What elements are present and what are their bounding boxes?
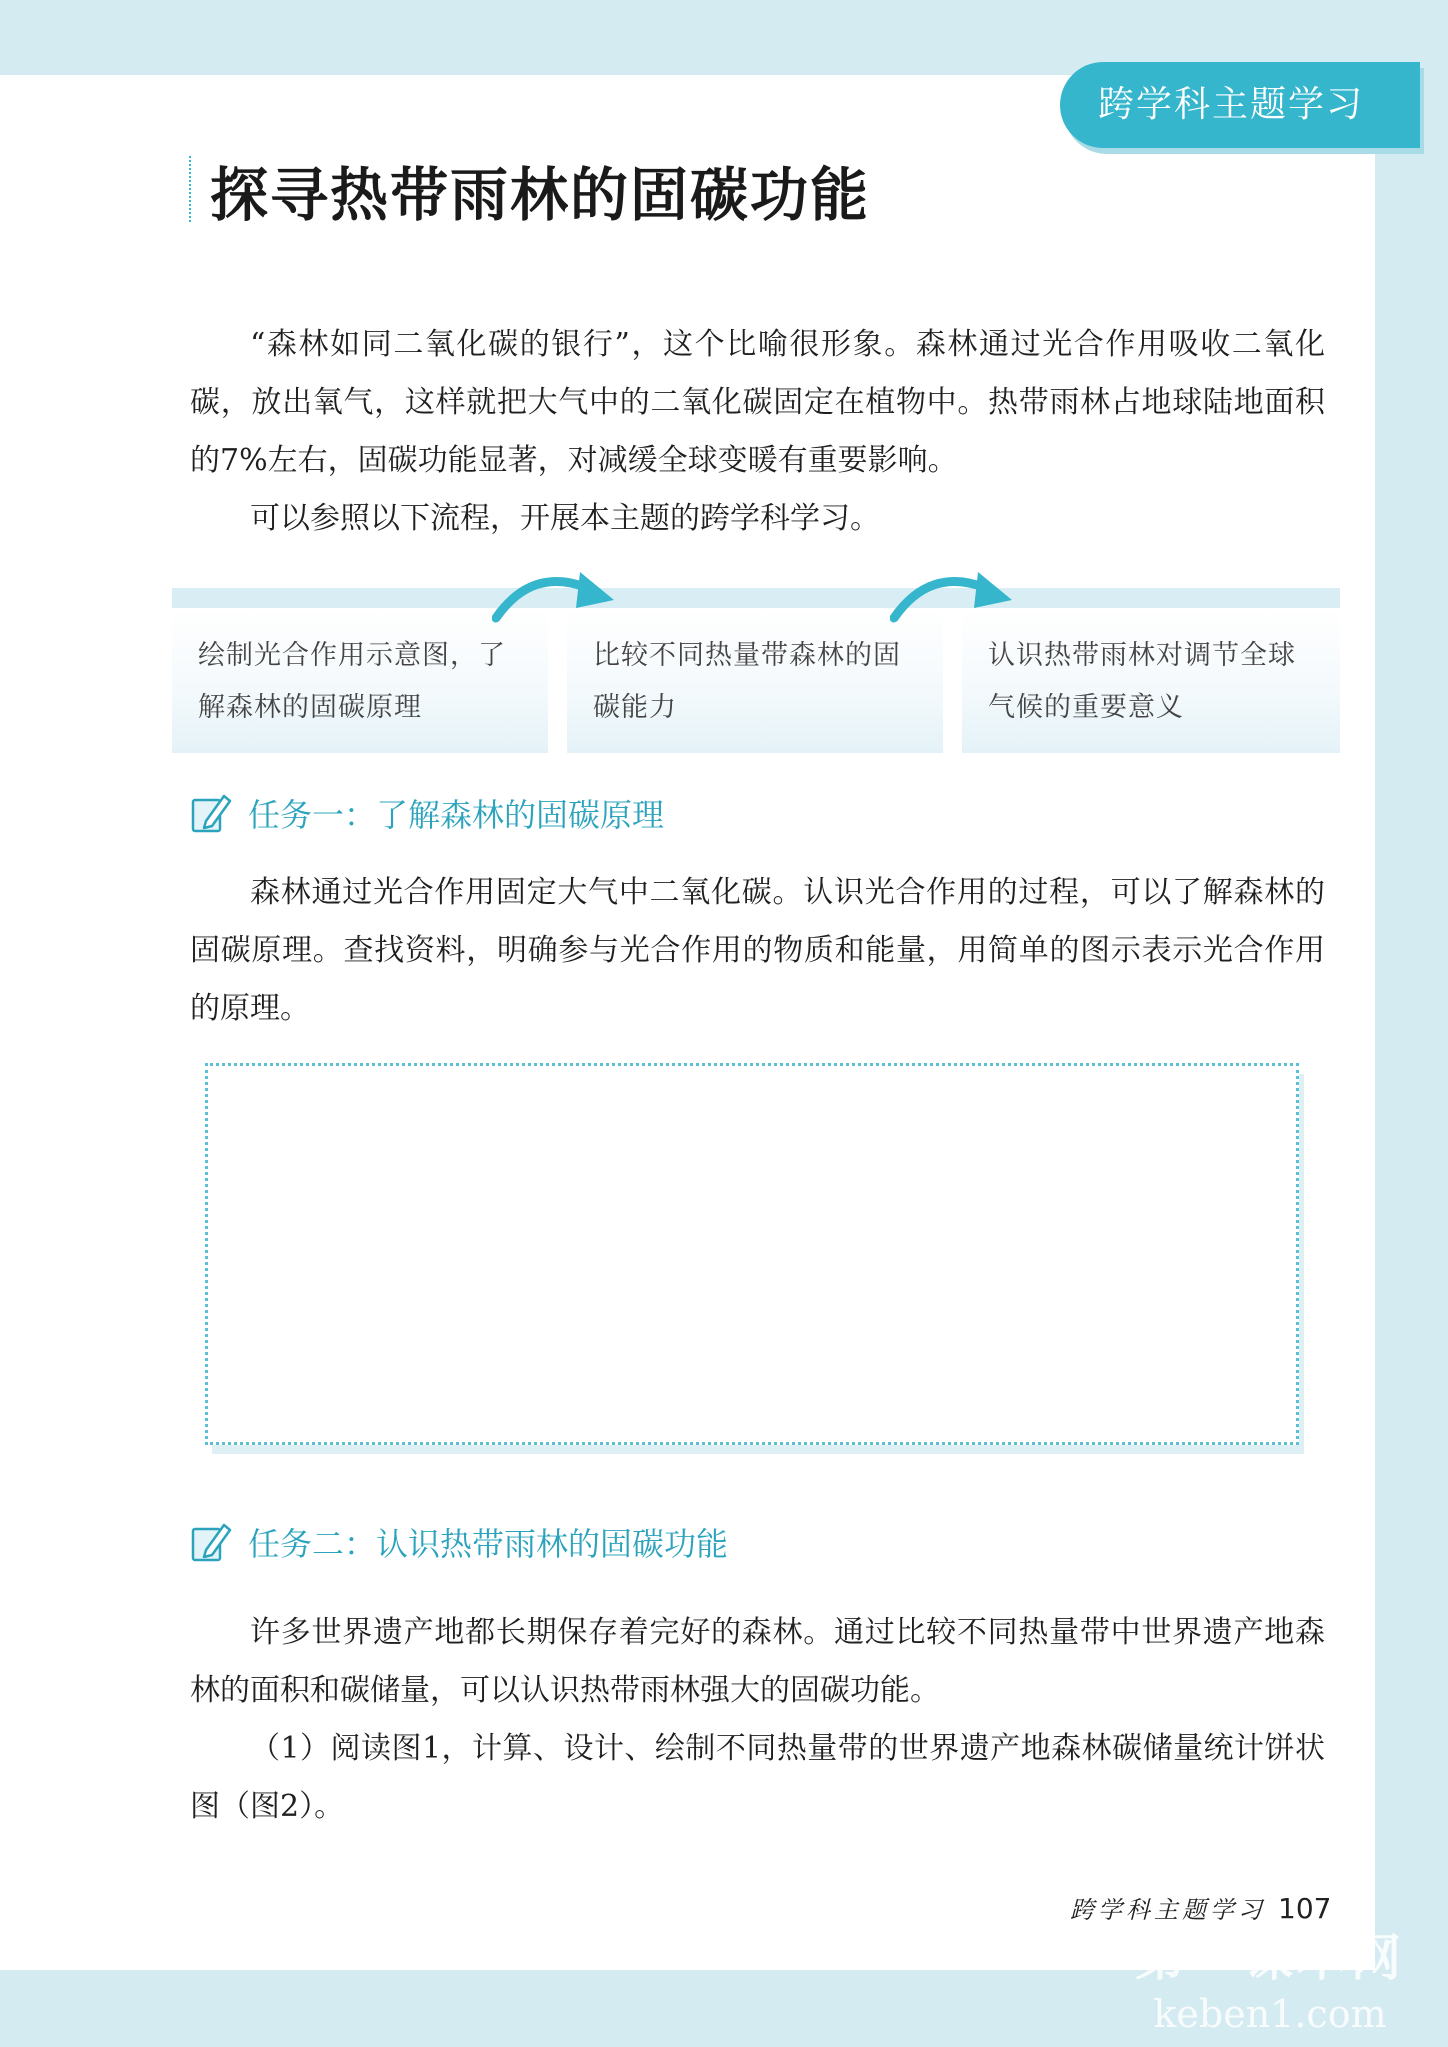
page-number: 107 [1278, 1892, 1332, 1925]
flow-step-1: 绘制光合作用示意图，了解森林的固碳原理 [172, 608, 548, 753]
pencil-note-icon [190, 791, 234, 835]
page-title: 探寻热带雨林的固碳功能 [210, 161, 871, 229]
task-1-title: 任务一：了解森林的固碳原理 [248, 796, 665, 834]
task-2-title: 任务二：认识热带雨林的固碳功能 [248, 1525, 729, 1563]
pencil-note-icon [190, 1520, 234, 1564]
task-2-step-1: （1）阅读图1，计算、设计、绘制不同热量带的世界遗产地森林碳储量统计饼状图（图2）。 [190, 1731, 1325, 1824]
task-2-body: 许多世界遗产地都长期保存着完好的森林。通过比较不同热量带中世界遗产地森林的面积和碳储量，可以认识热带雨林强大的固碳功能。 [190, 1615, 1325, 1708]
task-2-heading [190, 1517, 728, 1567]
curved-arrow-icon [890, 566, 1020, 626]
task-1-heading [190, 788, 664, 838]
drawing-area[interactable] [205, 1063, 1299, 1445]
footer-section: 跨学科主题学习 [1070, 1896, 1266, 1924]
watermark-line-2: keben1.com [1153, 1992, 1387, 2036]
intro-paragraph: “森林如同二氧化碳的银行”，这个比喻很形象。森林通过光合作用吸收二氧化碳，放出氧气，这样就把大气中的二氧化碳固定在植物中。热带雨林占地球陆地面积的7%左右，固碳功能显著，对减缓全球变暖有重要影响。 [190, 327, 1325, 478]
section-tab: 跨学科主题学习 [1060, 62, 1420, 148]
task-1-body: 森林通过光合作用固定大气中二氧化碳。认识光合作用的过程，可以了解森林的固碳原理。查找资料，明确参与光合作用的物质和能量，用简单的图示表示光合作用的原理。 [190, 875, 1325, 1026]
title-rule [189, 156, 191, 222]
intro-paragraph-2: 可以参照以下流程，开展本主题的跨学科学习。 [250, 501, 880, 536]
flow-step-3: 认识热带雨林对调节全球气候的重要意义 [962, 608, 1340, 753]
flow-step-2: 比较不同热量带森林的固碳能力 [567, 608, 943, 753]
watermark [1135, 1918, 1405, 2036]
flow-band [172, 588, 1340, 608]
curved-arrow-icon [492, 566, 622, 626]
watermark-line-1: 第一课本网 [1135, 1929, 1405, 1987]
